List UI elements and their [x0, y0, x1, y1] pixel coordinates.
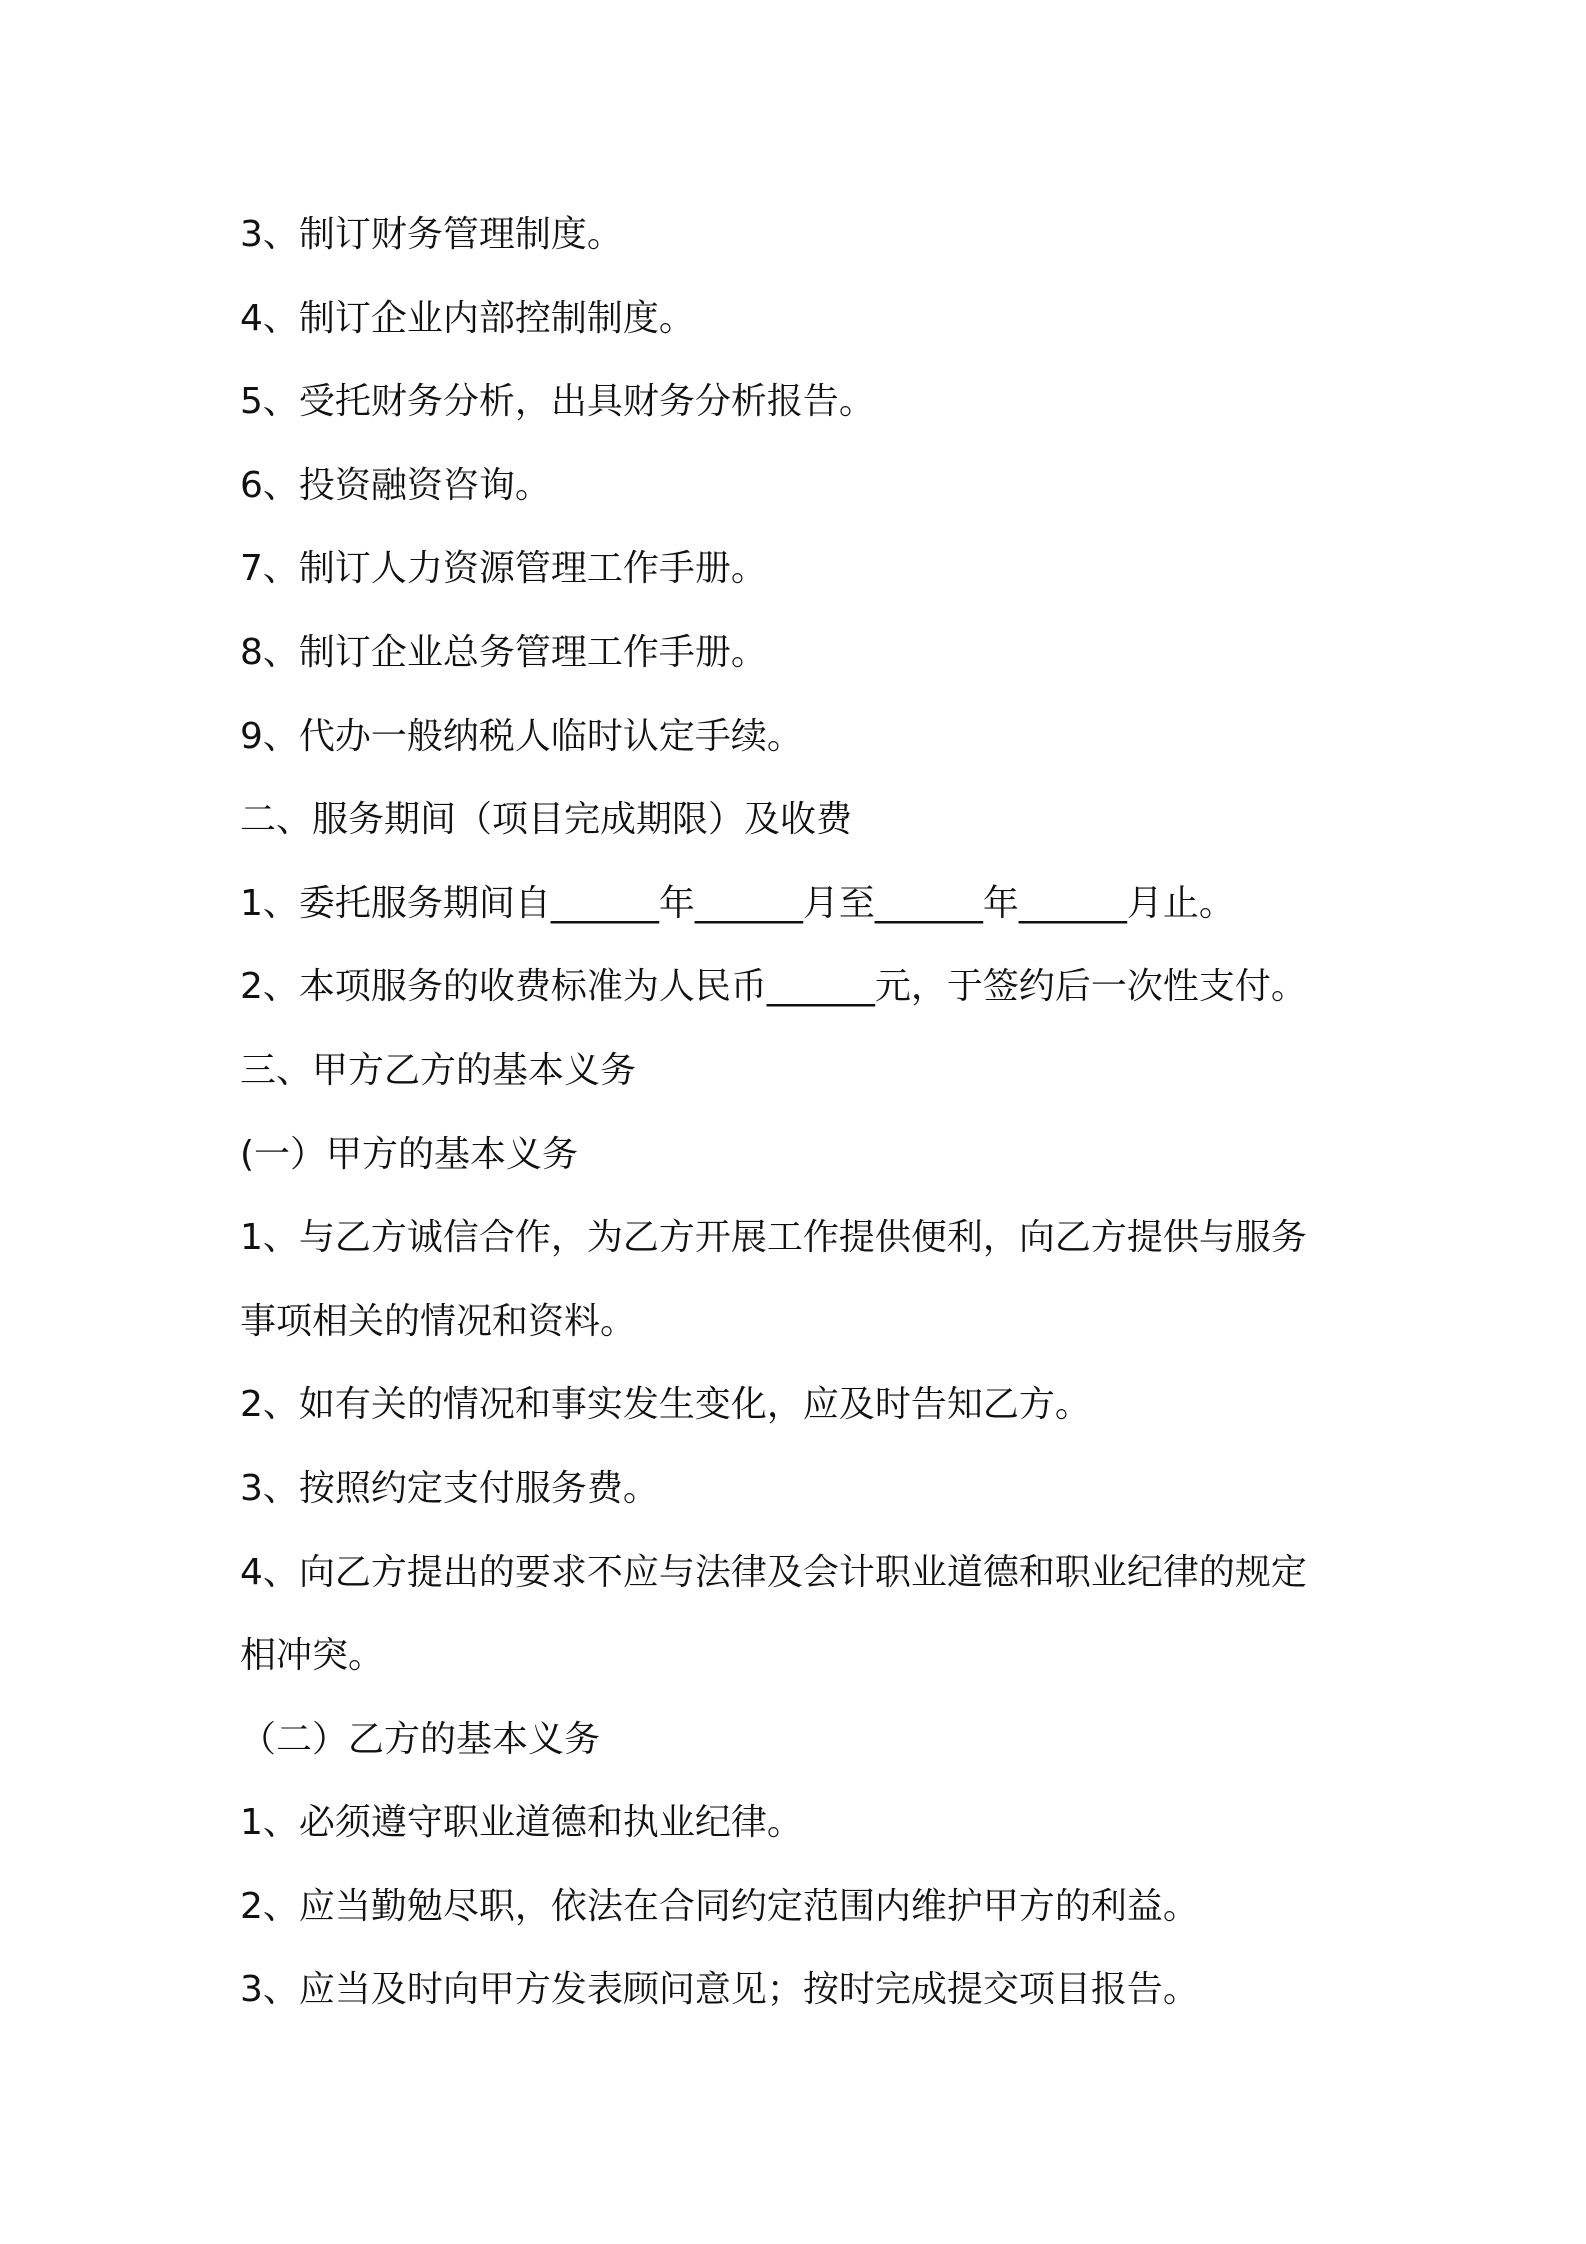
text-line: 3、制订财务管理制度。: [240, 214, 623, 255]
text-line: 1、委托服务期间自______年______月至______年______月止。: [240, 882, 1235, 924]
text-line: 9、代办一般纳税人临时认定手续。: [240, 715, 803, 757]
text-line: 事项相关的情况和资料。: [240, 1300, 637, 1342]
text-line: 6、投资融资咨询。: [240, 464, 551, 506]
subsection-heading: （二）乙方的基本义务: [240, 1718, 601, 1760]
text-line: 相冲突。: [240, 1635, 385, 1677]
text-line: 1、必须遵守职业道德和执业纪律。: [240, 1802, 803, 1844]
document-body: [240, 193, 1370, 2032]
text-line: 4、制订企业内部控制制度。: [240, 297, 695, 339]
text-line: 4、向乙方提出的要求不应与法律及会计职业道德和职业纪律的规定: [240, 1551, 1307, 1593]
text-line: 8、制订企业总务管理工作手册。: [240, 631, 767, 673]
text-line: 1、与乙方诚信合作，为乙方开展工作提供便利，向乙方提供与服务: [240, 1217, 1307, 1259]
text-line: 5、受托财务分析，出具财务分析报告。: [240, 381, 875, 423]
text-line: 2、应当勤勉尽职，依法在合同约定范围内维护甲方的利益。: [240, 1885, 1199, 1927]
text-line: 3、按照约定支付服务费。: [240, 1467, 659, 1509]
section-heading: 三、甲方乙方的基本义务: [240, 1049, 637, 1091]
text-line: 2、本项服务的收费标准为人民币______元，于签约后一次性支付。: [240, 966, 1307, 1008]
text-line: 3、应当及时向甲方发表顾问意见；按时完成提交项目报告。: [240, 1969, 1199, 2011]
section-heading: 二、服务期间（项目完成期限）及收费: [240, 799, 853, 841]
subsection-heading: (一）甲方的基本义务: [240, 1133, 579, 1175]
text-line: 7、制订人力资源管理工作手册。: [240, 548, 767, 590]
text-line: 2、如有关的情况和事实发生变化，应及时告知乙方。: [240, 1384, 1091, 1426]
